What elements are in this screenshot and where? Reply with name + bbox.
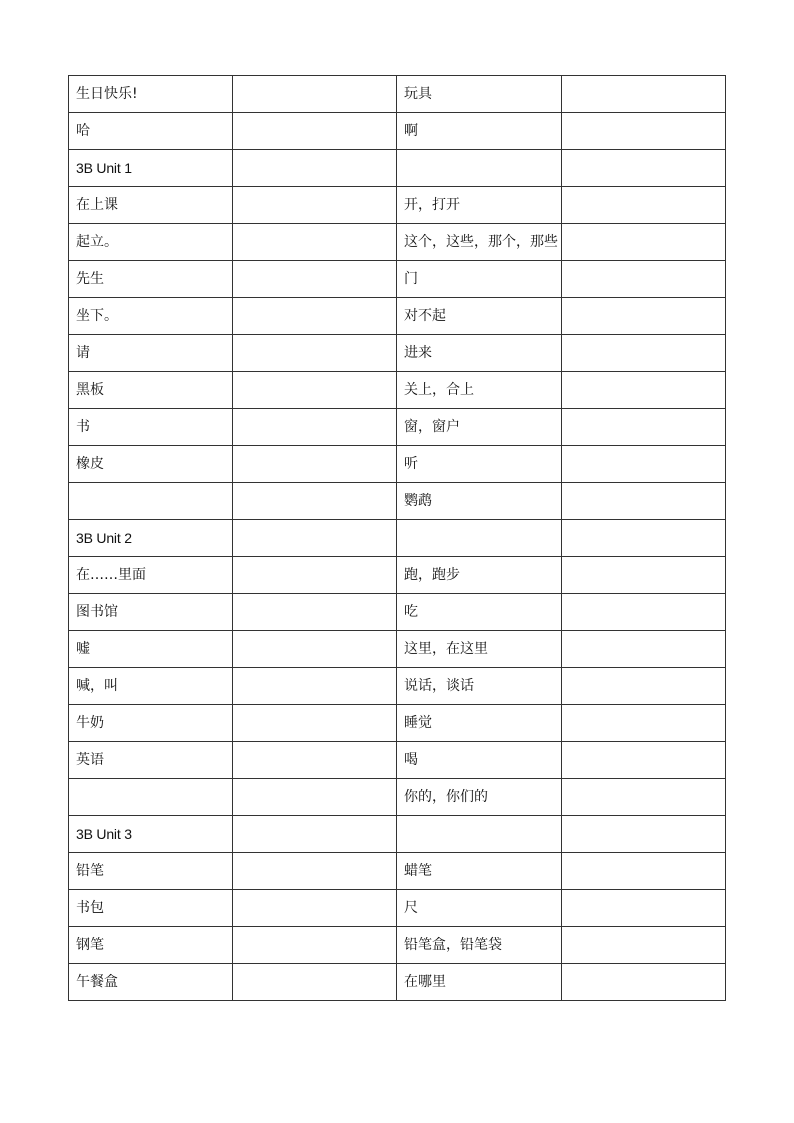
answer-blank-cell <box>233 372 397 409</box>
vocab-row <box>69 224 726 261</box>
answer-blank-cell <box>562 483 726 520</box>
answer-blank-cell <box>233 668 397 705</box>
vocab-row <box>69 76 726 113</box>
chinese-term-cell: 在……里面 <box>69 557 233 594</box>
answer-blank-cell <box>562 187 726 224</box>
chinese-term-cell <box>397 150 562 187</box>
chinese-term-cell: 睡觉 <box>397 705 562 742</box>
vocab-row <box>69 446 726 483</box>
vocab-row <box>69 483 726 520</box>
chinese-term-cell: 听 <box>397 446 562 483</box>
chinese-term-cell: 在上课 <box>69 187 233 224</box>
vocab-row <box>69 113 726 150</box>
answer-blank-cell <box>233 779 397 816</box>
chinese-term-cell: 午餐盒 <box>69 964 233 1001</box>
answer-blank-cell <box>233 816 397 853</box>
chinese-term-cell <box>69 483 233 520</box>
chinese-term-cell: 书 <box>69 409 233 446</box>
unit-heading-cell: 3B Unit 1 <box>69 150 233 187</box>
chinese-term-cell: 黑板 <box>69 372 233 409</box>
answer-blank-cell <box>562 594 726 631</box>
answer-blank-cell <box>233 76 397 113</box>
answer-blank-cell <box>233 187 397 224</box>
answer-blank-cell <box>562 631 726 668</box>
vocab-row <box>69 372 726 409</box>
chinese-term-cell: 生日快乐! <box>69 76 233 113</box>
chinese-term-cell: 先生 <box>69 261 233 298</box>
chinese-term-cell: 铅笔 <box>69 853 233 890</box>
chinese-term-cell: 嘘 <box>69 631 233 668</box>
answer-blank-cell <box>562 372 726 409</box>
vocab-row <box>69 705 726 742</box>
chinese-term-cell: 开，打开 <box>397 187 562 224</box>
answer-blank-cell <box>562 335 726 372</box>
chinese-term-cell: 喊，叫 <box>69 668 233 705</box>
answer-blank-cell <box>233 298 397 335</box>
answer-blank-cell <box>562 779 726 816</box>
unit-heading-cell: 3B Unit 2 <box>69 520 233 557</box>
chinese-term-cell: 哈 <box>69 113 233 150</box>
chinese-term-cell <box>69 779 233 816</box>
chinese-term-cell: 尺 <box>397 890 562 927</box>
answer-blank-cell <box>233 964 397 1001</box>
vocab-row <box>69 964 726 1001</box>
unit-heading-row <box>69 520 726 557</box>
vocab-row <box>69 298 726 335</box>
vocab-row <box>69 668 726 705</box>
answer-blank-cell <box>562 890 726 927</box>
answer-blank-cell <box>233 409 397 446</box>
answer-blank-cell <box>562 224 726 261</box>
answer-blank-cell <box>562 853 726 890</box>
answer-blank-cell <box>562 816 726 853</box>
chinese-term-cell: 在哪里 <box>397 964 562 1001</box>
answer-blank-cell <box>562 668 726 705</box>
chinese-term-cell: 进来 <box>397 335 562 372</box>
answer-blank-cell <box>562 446 726 483</box>
vocabulary-table <box>68 75 726 1001</box>
answer-blank-cell <box>233 705 397 742</box>
unit-heading-row <box>69 150 726 187</box>
chinese-term-cell: 牛奶 <box>69 705 233 742</box>
answer-blank-cell <box>562 557 726 594</box>
answer-blank-cell <box>562 298 726 335</box>
answer-blank-cell <box>562 76 726 113</box>
chinese-term-cell: 窗，窗户 <box>397 409 562 446</box>
chinese-term-cell: 啊 <box>397 113 562 150</box>
vocab-row <box>69 927 726 964</box>
answer-blank-cell <box>562 520 726 557</box>
answer-blank-cell <box>233 446 397 483</box>
answer-blank-cell <box>233 890 397 927</box>
answer-blank-cell <box>562 261 726 298</box>
vocabulary-table-body <box>69 76 726 1001</box>
answer-blank-cell <box>562 409 726 446</box>
vocab-row <box>69 742 726 779</box>
answer-blank-cell <box>233 594 397 631</box>
chinese-term-cell: 吃 <box>397 594 562 631</box>
vocab-row <box>69 335 726 372</box>
answer-blank-cell <box>562 150 726 187</box>
chinese-term-cell: 鹦鹉 <box>397 483 562 520</box>
vocab-row <box>69 594 726 631</box>
answer-blank-cell <box>233 113 397 150</box>
unit-heading-row <box>69 816 726 853</box>
chinese-term-cell: 你的，你们的 <box>397 779 562 816</box>
answer-blank-cell <box>233 742 397 779</box>
answer-blank-cell <box>562 113 726 150</box>
chinese-term-cell: 这个，这些，那个，那些 <box>397 224 562 261</box>
chinese-term-cell: 跑，跑步 <box>397 557 562 594</box>
answer-blank-cell <box>562 705 726 742</box>
answer-blank-cell <box>233 631 397 668</box>
chinese-term-cell: 坐下。 <box>69 298 233 335</box>
chinese-term-cell: 关上，合上 <box>397 372 562 409</box>
chinese-term-cell: 英语 <box>69 742 233 779</box>
answer-blank-cell <box>233 224 397 261</box>
answer-blank-cell <box>233 853 397 890</box>
unit-heading-cell: 3B Unit 3 <box>69 816 233 853</box>
chinese-term-cell: 对不起 <box>397 298 562 335</box>
vocab-row <box>69 187 726 224</box>
answer-blank-cell <box>562 742 726 779</box>
chinese-term-cell: 钢笔 <box>69 927 233 964</box>
chinese-term-cell: 蜡笔 <box>397 853 562 890</box>
chinese-term-cell: 起立。 <box>69 224 233 261</box>
vocab-row <box>69 779 726 816</box>
answer-blank-cell <box>233 261 397 298</box>
answer-blank-cell <box>562 927 726 964</box>
answer-blank-cell <box>233 927 397 964</box>
answer-blank-cell <box>233 483 397 520</box>
chinese-term-cell: 请 <box>69 335 233 372</box>
chinese-term-cell: 橡皮 <box>69 446 233 483</box>
chinese-term-cell: 门 <box>397 261 562 298</box>
vocab-row <box>69 631 726 668</box>
chinese-term-cell: 玩具 <box>397 76 562 113</box>
vocab-row <box>69 890 726 927</box>
vocab-row <box>69 557 726 594</box>
answer-blank-cell <box>233 520 397 557</box>
answer-blank-cell <box>562 964 726 1001</box>
chinese-term-cell: 这里，在这里 <box>397 631 562 668</box>
chinese-term-cell: 铅笔盒，铅笔袋 <box>397 927 562 964</box>
answer-blank-cell <box>233 335 397 372</box>
chinese-term-cell: 喝 <box>397 742 562 779</box>
chinese-term-cell <box>397 816 562 853</box>
chinese-term-cell: 图书馆 <box>69 594 233 631</box>
answer-blank-cell <box>233 150 397 187</box>
vocab-row <box>69 261 726 298</box>
chinese-term-cell: 书包 <box>69 890 233 927</box>
chinese-term-cell: 说话，谈话 <box>397 668 562 705</box>
vocab-row <box>69 853 726 890</box>
answer-blank-cell <box>233 557 397 594</box>
chinese-term-cell <box>397 520 562 557</box>
vocab-row <box>69 409 726 446</box>
